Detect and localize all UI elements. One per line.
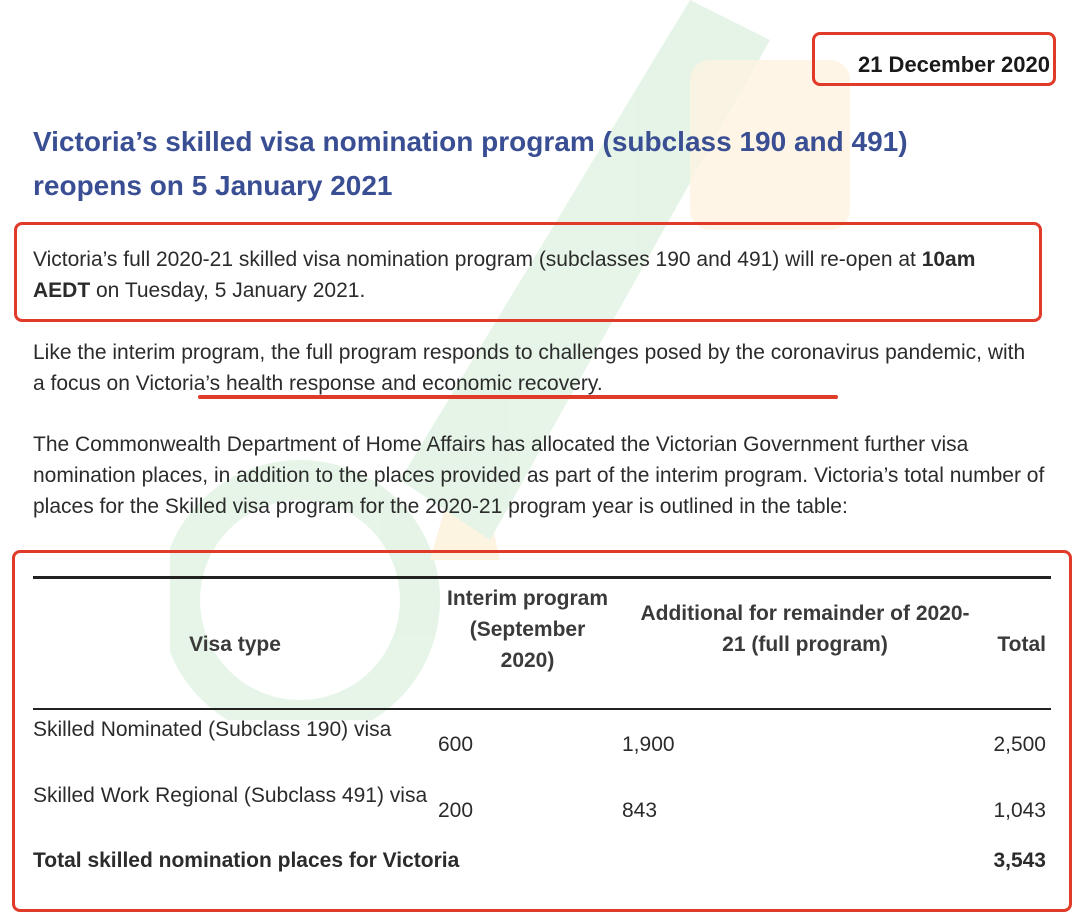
page-title: Victoria’s skilled visa nomination program (subclass 190 and 491) reopens on 5 January 2021 bbox=[33, 126, 908, 201]
header-total: Total bbox=[997, 633, 1046, 656]
intro-time-bold: 10am AEDT bbox=[33, 248, 976, 302]
table-header-rule bbox=[33, 708, 1051, 710]
allocation-paragraph: The Commonwealth Department of Home Affairs has allocated the Victorian Government further visa nomination places, in addition to the places provided as part of the interim program. Victoria’s total number of places for the Skilled visa program for the 2020-21 program year is outlined in the table: bbox=[33, 433, 1045, 518]
table-row-2-total: 1,043 bbox=[993, 799, 1046, 822]
program-paragraph: Like the interim program, the full program responds to challenges posed by the coronavirus pandemic, with a focus on Victoria’s health response and economic recovery. bbox=[33, 341, 1026, 395]
table-row-1-additional: 1,900 bbox=[622, 733, 675, 756]
table-top-rule bbox=[33, 576, 1051, 579]
header-interim: Interim program (September 2020) bbox=[446, 587, 609, 672]
table-row-1-total: 2,500 bbox=[993, 733, 1046, 756]
intro-text-end: on Tuesday, 5 January 2021. bbox=[90, 279, 366, 302]
total-row-value: 3,543 bbox=[993, 849, 1046, 872]
header-visa-type: Visa type bbox=[189, 633, 281, 656]
intro-text-start: Victoria’s full 2020-21 skilled visa nomination program (subclasses 190 and 491) will re-open at bbox=[33, 248, 922, 271]
total-row-label: Total skilled nomination places for Victoria bbox=[33, 849, 460, 872]
header-additional: Additional for remainder of 2020-21 (full program) bbox=[640, 602, 970, 656]
table-row-2-interim: 200 bbox=[438, 799, 474, 822]
table-row-1-visa: Skilled Nominated (Subclass 190) visa bbox=[33, 718, 392, 741]
table-row-1-interim: 600 bbox=[438, 733, 474, 756]
table-row-2-visa: Skilled Work Regional (Subclass 491) visa bbox=[33, 784, 428, 807]
table-row-2-additional: 843 bbox=[622, 799, 658, 822]
intro-paragraph bbox=[33, 244, 1033, 306]
publish-date: 21 December 2020 bbox=[857, 52, 1050, 77]
focus-underline bbox=[198, 395, 838, 399]
